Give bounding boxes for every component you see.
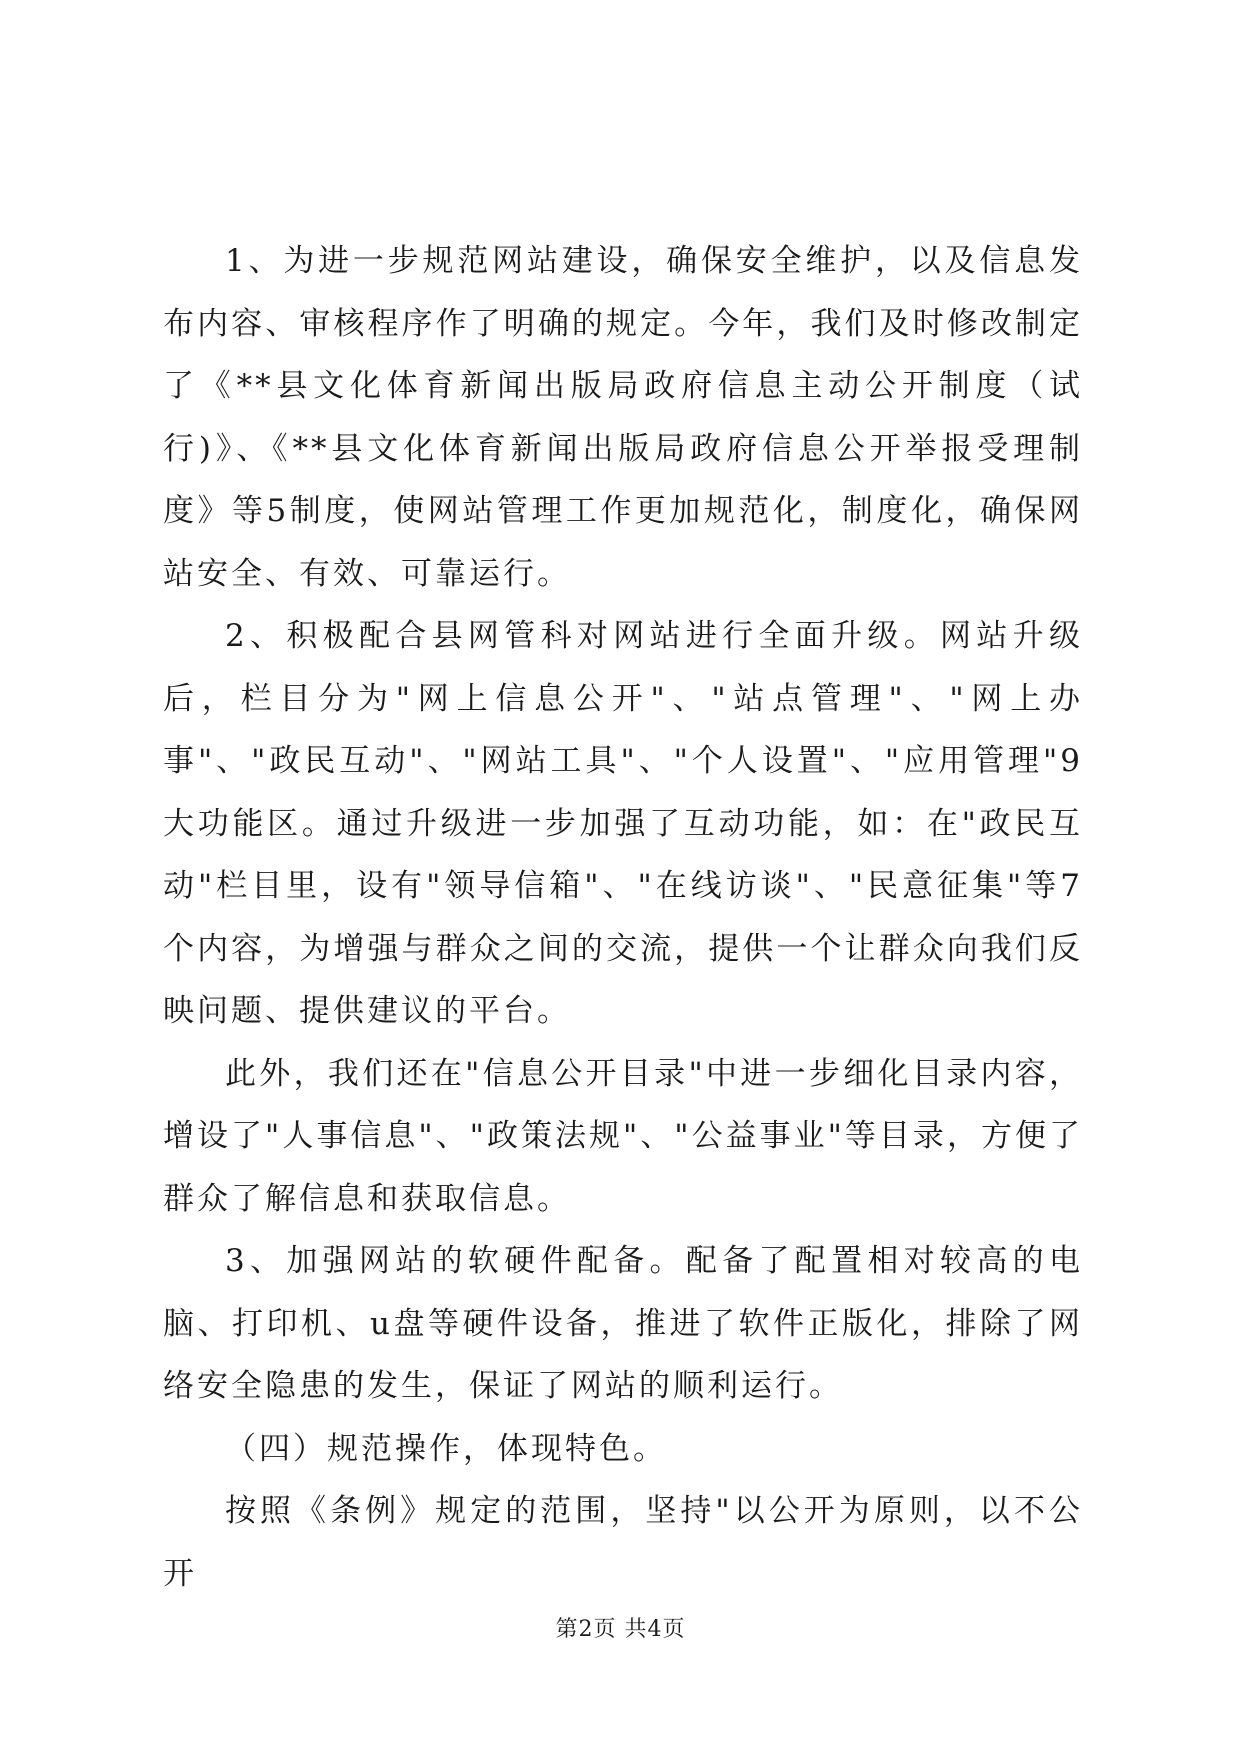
section-heading-standardized-operation: （四）规范操作，体现特色。 bbox=[225, 1430, 667, 1467]
paragraph-regulation-scope: 按照《条例》规定的范围，坚持"以公开为原则，以不公开 bbox=[163, 1493, 1083, 1592]
page-footer: 第2页 共4页 bbox=[555, 1617, 686, 1642]
paragraph-website-regulations: 1、为进一步规范网站建设，确保安全维护，以及信息发布内容、审核程序作了明确的规定。今年，我们及时修改制定了《**县文化体育新闻出版局政府信息主动公开制度（试行)》、《**县文化体育新闻出版局政府信息公开举报受理制度》等5制度，使网站管理工作更加规范化，制度化，确保网站安全、有效、可靠运行。 bbox=[163, 243, 1083, 592]
paragraph-hardware-software: 3、加强网站的软硬件配备。配备了配置相对较高的电脑、打印机、u盘等硬件设备，推进了软件正版化，排除了网络安全隐患的发生，保证了网站的顺利运行。 bbox=[163, 1243, 1083, 1404]
paragraph-website-upgrade: 2、积极配合县网管科对网站进行全面升级。网站升级后，栏目分为"网上信息公开"、"站点管理"、"网上办事"、"政民互动"、"网站工具"、"个人设置"、"应用管理"9大功能区。通过升级进一步加强了互动功能，如：在"政民互动"栏目里，设有"领导信箱"、"在线访谈"、"民意征集"等7个内容，为增强与群众之间的交流，提供一个让群众向我们反映问题、提供建议的平台。 bbox=[163, 618, 1083, 1029]
paragraph-catalog-refinement: 此外，我们还在"信息公开目录"中进一步细化目录内容，增设了"人事信息"、"政策法规"、"公益事业"等目录，方便了群众了解信息和获取信息。 bbox=[163, 1055, 1083, 1217]
document-body bbox=[163, 230, 1083, 1605]
